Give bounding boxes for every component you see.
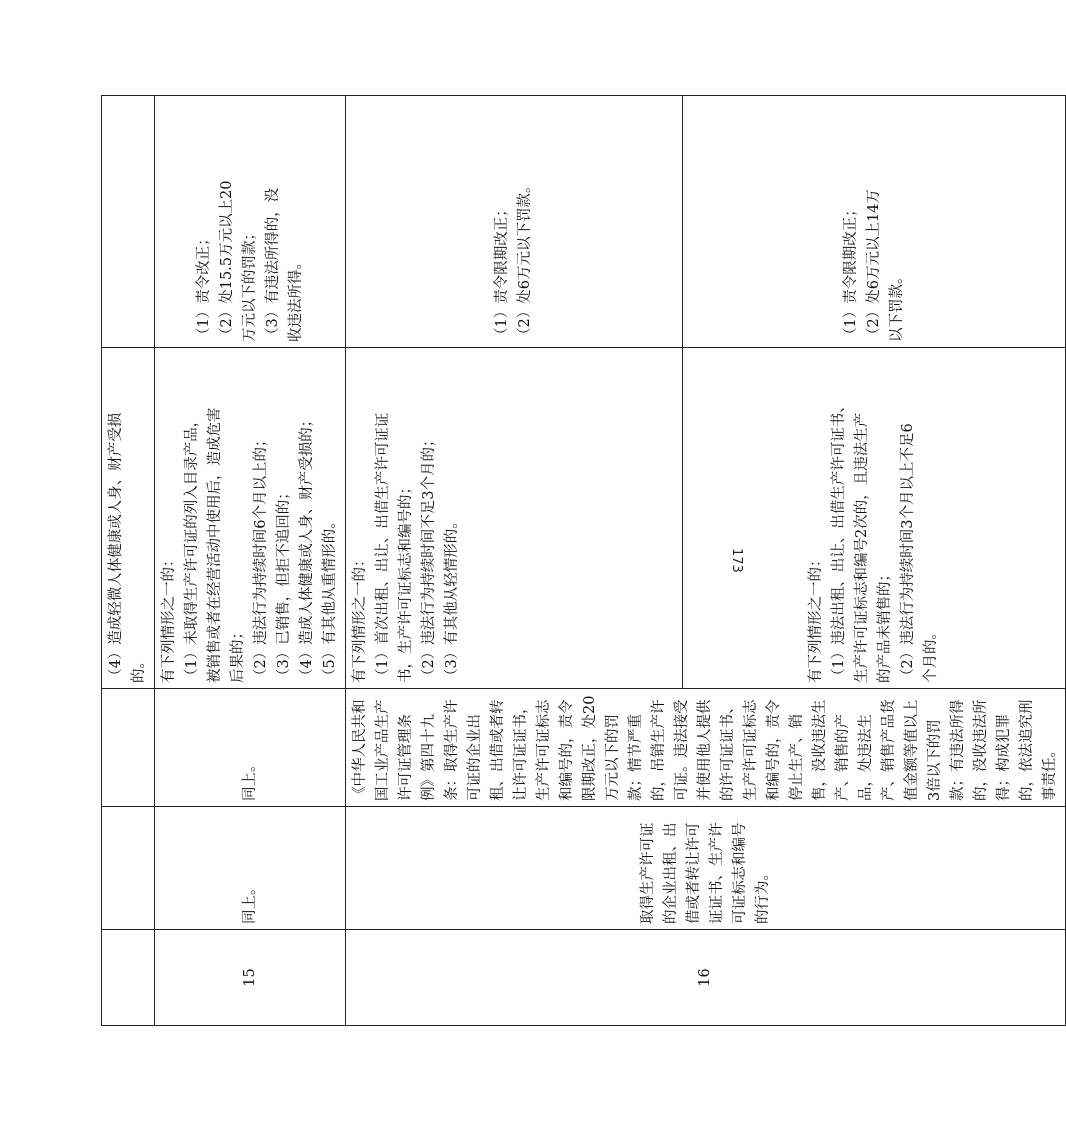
text-line: （2）违法行为持续时间不足3个月的； xyxy=(421,432,437,683)
cell-penalty xyxy=(155,96,346,348)
cell-basis: 《中华人民共和国工业产品生产许可证管理条例》第四十九条：取得生产许可证的企业出租、出借或者转让许可证证书，生产许可证标志和编号的，责令限期改正，处20万元以下的罚款；情节严重的，吊销生产许可证。违法接受并使用他人提供的许可证证书、生产许可证标志和编号的，责令停止生产、销售，没收违法生产、销售的产品，处违法生产、销售产品货值金额等值以上3倍以下的罚款；有违法所得的，没收违法所得；构成犯罪的，依法追究刑事责任。 xyxy=(346,689,1066,807)
text-line: （1）责令限期改正； xyxy=(494,202,511,342)
cell-circumstance xyxy=(155,348,346,689)
text-line: （1）首次出租、出让、出借生产许可证证 xyxy=(375,412,391,683)
cell-number: 16 xyxy=(346,930,1066,1026)
text-line: 万元以下的罚款； xyxy=(241,226,258,342)
penalty-table xyxy=(101,95,1066,1026)
text-line: （1）未取得生产许可证的列入目录产品， xyxy=(184,412,200,683)
text-line: （4）造成轻微人体健康或人身、财产受损 xyxy=(108,412,124,683)
text-line: 有下列情形之一的： xyxy=(352,552,368,683)
text-line: （2）处15.5万元以上20 xyxy=(218,180,235,342)
text-line: 以下罚款。 xyxy=(888,269,905,342)
cell-penalty xyxy=(346,96,683,348)
text-line: （1）责令限期改正； xyxy=(842,202,859,342)
cell-basis: 同上。 xyxy=(155,689,346,807)
cell-basis xyxy=(102,689,155,807)
cell-number: 15 xyxy=(155,930,346,1026)
table-row xyxy=(102,96,155,1026)
text-line: （3）有其他从轻情形的。 xyxy=(444,514,460,683)
cell-penalty xyxy=(102,96,155,348)
cell-circumstance xyxy=(346,348,683,689)
text-line: 有下列情形之一的： xyxy=(161,552,177,683)
text-line: 收违法所得。 xyxy=(287,255,304,342)
cell-behavior: 同上。 xyxy=(155,807,346,930)
text-line: （1）违法出租、出让、出借生产许可证书、 xyxy=(831,398,848,683)
cell-circumstance xyxy=(683,348,1066,689)
text-line: （2）处6万元以下罚款。 xyxy=(517,178,534,342)
text-line: 的产品未销售的； xyxy=(877,567,894,683)
cell-penalty xyxy=(683,96,1066,348)
text-line: 生产许可证标志和编号2次的，且违法生产 xyxy=(854,412,871,683)
text-line: 后果的； xyxy=(230,625,246,683)
text-line: 有下列情形之一的： xyxy=(808,552,825,683)
text-line: 书，生产许可证标志和编号的； xyxy=(398,480,414,683)
text-line: 的。 xyxy=(131,654,147,683)
cell-circumstance xyxy=(102,348,155,689)
text-line: （2）处6万元以上14万 xyxy=(865,189,882,342)
text-line: （3）有违法所得的，没 xyxy=(264,187,281,342)
cell-number xyxy=(102,930,155,1026)
text-line: （2）违法行为持续时间6个月以上的； xyxy=(253,432,269,683)
cell-behavior: 取得生产许可证的企业出租、出借或者转让许可证证书、生产许可证标志和编号的行为。 xyxy=(346,807,1066,930)
text-line: （2）违法行为持续时间3个月以上不足6 xyxy=(900,423,917,683)
table-row xyxy=(155,96,346,1026)
text-line: （5）有其他从重情形的。 xyxy=(322,514,338,683)
page-number: 173 xyxy=(729,548,744,573)
text-line: （3）已销售，但拒不追回的； xyxy=(276,485,292,683)
table-row xyxy=(346,96,683,1026)
cell-behavior xyxy=(102,807,155,930)
text-line: 个月的。 xyxy=(923,625,940,683)
text-line: （4）造成人体健康或人身、财产受损的； xyxy=(299,412,315,683)
text-line: 被销售或者在经营活动中使用后，造成危害 xyxy=(207,407,223,683)
text-line: （1）责令改正； xyxy=(195,231,212,342)
